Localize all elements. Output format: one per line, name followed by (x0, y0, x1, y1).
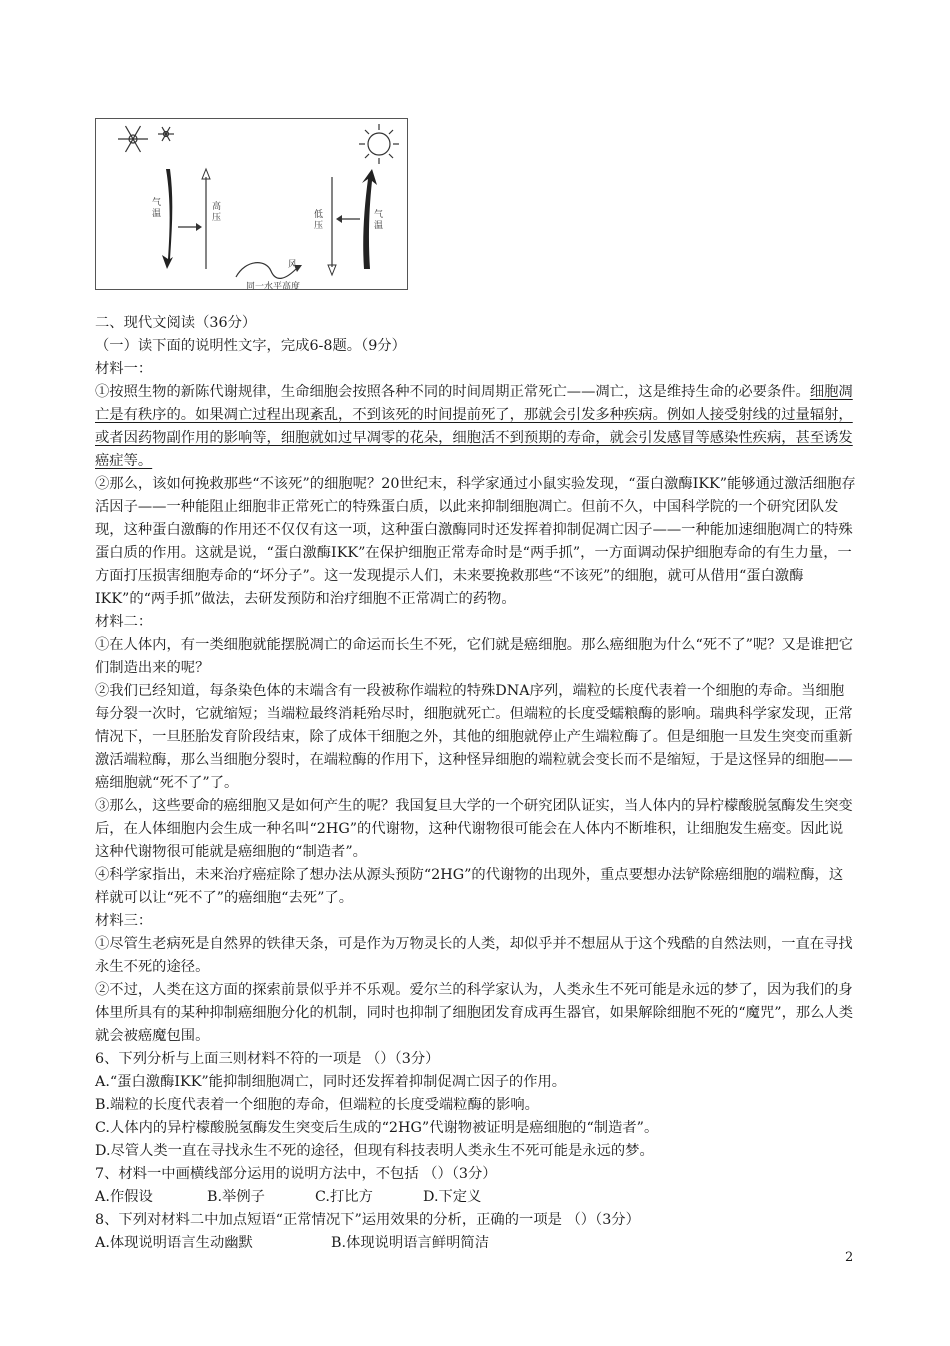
sub-title: （一）读下面的说明性文字，完成6-8题。（9分） (95, 338, 406, 354)
question-7-option-d: D.下定义 (423, 1189, 482, 1205)
underlined-passage: 细胞凋亡是有秩序的。如果凋亡过程出现紊乱，不到该死的时间提前死了，那就会引发多种疾病。例如人接受射线的过量辐射，或者因药物副作用的影响等，细胞就如过早凋零的花朵，细胞活不到预期的寿命，就会引发感冒等感染性疾病，甚至诱发癌症等。 (95, 384, 853, 469)
descending-arrow (162, 169, 173, 269)
question-7-options (95, 1186, 857, 1209)
wind-label: 风 (288, 260, 298, 270)
high-pressure-label: 高压 (212, 202, 222, 223)
sun-icon (359, 124, 399, 164)
snowflake-icon (118, 126, 174, 152)
reading-section (95, 312, 857, 1255)
page-number: 2 (845, 1250, 854, 1265)
material-three-paragraph-1: ①尽管生老病死是自然界的铁律天条，可是作为万物灵长的人类，却似乎并不想屈从于这个残酷的自然法则，一直在寻找永生不死的途径。 (95, 936, 853, 975)
material-two-paragraph-2: ②我们已经知道，每条染色体的末端含有一段被称作端粒的特殊DNA序列，端粒的长度代表着一个细胞的寿命。当细胞每分裂一次时，它就缩短；当端粒最终消耗殆尽时，细胞就死亡。但端粒的长度受蠕粮酶的影响。瑞典科学家发现，正常情况下，一旦胚胎发育阶段结束，除了成体干细胞之外，其他的细胞就停止产生端粒酶了。但是细胞一旦发生突变而重新激活端粒酶，那么当细胞分裂时，在端粒酶的作用下，这种怪异细胞的端粒就会变长而不是缩短，于是这怪异的细胞——癌细胞就“死不了”了。 (95, 683, 853, 791)
material-two-paragraph-3: ③那么，这些要命的癌细胞又是如何产生的呢？我国复旦大学的一个研究团队证实，当人体内的异柠檬酸脱氢酶发生突变后，在人体细胞内会生成一种名叫“2HG”的代谢物，这种代谢物很可能会在人体内不断堆积，让细胞发生癌变。因此说这种代谢物很可能就是癌细胞的“制造者”。 (95, 798, 853, 860)
paragraph-text: ①按照生物的新陈代谢规律，生命细胞会按照各种不同的时间周期正常死亡——凋亡，这是维持生命的必要条件。 (95, 384, 810, 400)
question-6-option-d: D.尽管人类一直在寻找永生不死的途径，但现有科技表明人类永生不死可能是永远的梦。 (95, 1143, 654, 1159)
question-6-stem: 6、下列分析与上面三则材料不符的一项是 （）（3分） (95, 1051, 440, 1067)
question-8-options (95, 1232, 857, 1255)
question-7-stem: 7、材料一中画横线部分运用的说明方法中，不包括 （）（3分） (95, 1166, 497, 1182)
question-6-option-a: A.“蛋白激酶IKK”能抑制细胞凋亡，同时还发挥着抑制促凋亡因子的作用。 (95, 1074, 567, 1090)
pressure-diagram (95, 118, 408, 290)
material-three-title: 材料三： (95, 913, 153, 929)
left-temp-label: 气温 (152, 198, 162, 219)
question-7-option-c: C.打比方 (315, 1189, 373, 1205)
horizontal-level-label: 同一水平高度 (246, 282, 301, 291)
question-7-option-a: A.作假设 (95, 1189, 153, 1205)
question-8-option-a: A.体现说明语言生动幽默 (95, 1235, 253, 1251)
question-8-stem: 8、下列对材料二中加点短语“正常情况下”运用效果的分析，正确的一项是 （）（3分） (95, 1212, 640, 1228)
question-7-option-b: B.举例子 (207, 1189, 265, 1205)
material-two-paragraph-4: ④科学家指出，未来治疗癌症除了想办法从源头预防“2HG”的代谢物的出现外，重点要想办法铲除癌细胞的端粒酶，这样就可以让“死不了”的癌细胞“去死”了。 (95, 867, 844, 906)
material-one-title: 材料一： (95, 361, 153, 377)
material-three-paragraph-2: ②不过，人类在这方面的探索前景似乎并不乐观。爱尔兰的科学家认为，人类永生不死可能是永远的梦了，因为我们的身体里所具有的某种抑制癌细胞分化的机制，同时也抑制了细胞团发育成再生器官，如果解除细胞不死的“魔咒”，那么人类就会被癌魔包围。 (95, 982, 854, 1044)
question-6-option-c: C.人体内的异柠檬酸脱氢酶发生突变后生成的“2HG”代谢物被证明是癌细胞的“制造者”。 (95, 1120, 659, 1136)
material-one-paragraph-1 (95, 381, 857, 473)
section-title: 二、现代文阅读（36分） (95, 315, 257, 331)
material-two-title: 材料二： (95, 614, 153, 630)
right-temp-label: 气温 (374, 210, 384, 231)
material-two-paragraph-1: ①在人体内，有一类细胞就能摆脱凋亡的命运而长生不死，它们就是癌细胞。那么癌细胞为什么“死不了”呢？又是谁把它们制造出来的呢？ (95, 637, 854, 676)
question-8-option-b: B.体现说明语言鲜明简洁 (331, 1235, 490, 1251)
low-pressure-label: 低压 (314, 210, 324, 231)
material-one-paragraph-2: ②那么，该如何挽救那些“不该死”的细胞呢？20世纪末，科学家通过小鼠实验发现，“蛋白激酶IKK”能够通过激活细胞存活因子——一种能阻止细胞非正常死亡的特殊蛋白质，以此来抑制细胞凋亡。但前不久，中国科学院的一个研究团队发现，这种蛋白激酶的作用还不仅仅有这一项，这种蛋白激酶同时还发挥着抑制促凋亡因子——一种能加速细胞凋亡的特殊蛋白质的作用。这就是说，“蛋白激酶IKK”在保护细胞正常寿命时是“两手抓”，一方面调动保护细胞寿命的有生力量，一方面打压损害细胞寿命的“坏分子”。这一发现提示人们，未来要挽救那些“不该死”的细胞，就可从借用“蛋白激酶IKK”的“两手抓”做法，去研发预防和治疗细胞不正常凋亡的药物。 (95, 476, 856, 607)
question-6-option-b: B.端粒的长度代表着一个细胞的寿命，但端粒的长度受端粒酶的影响。 (95, 1097, 539, 1113)
